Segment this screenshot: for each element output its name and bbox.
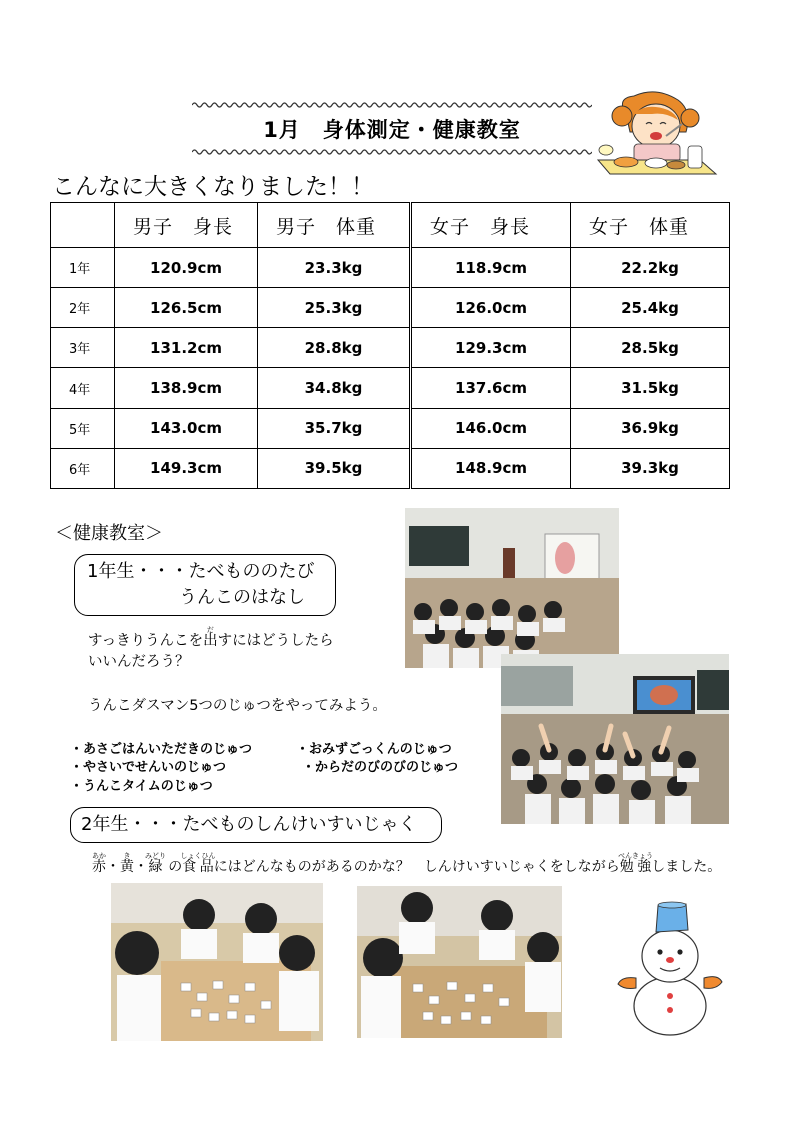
grade2-topic-text: 2年生・・・たべものしんけいすいじゃく [81, 814, 417, 835]
classroom-lesson-photo [405, 508, 619, 668]
grade1-topic-line1: 1年生・・・たべもののたび [87, 561, 315, 582]
girl-weight-cell: 31.5kg [571, 368, 730, 408]
grade-cell: 2年 [51, 288, 115, 328]
table-row [51, 248, 730, 288]
header-cell-girl-weight: 女子 体重 [571, 203, 730, 248]
table-row [51, 328, 730, 368]
girl-height-cell: 118.9cm [411, 248, 571, 288]
ruby-aka: 赤あか [92, 852, 106, 875]
grade-cell: 1年 [51, 248, 115, 288]
grade2-description: 赤あか・黄き・緑みどり の食品しょくひんにはどんなものがあるのかな？ しんけいすいじゃくをしながら勉強べんきょうしました。 [92, 852, 722, 875]
card-game-photo-1 [111, 883, 323, 1041]
girl-eating-lunch-illustration [596, 88, 720, 186]
grade-cell: 5年 [51, 408, 115, 448]
boy-height-cell: 131.2cm [115, 328, 258, 368]
boy-height-cell: 120.9cm [115, 248, 258, 288]
skill-list-item: ・うんこタイムのじゅつ [70, 779, 213, 794]
boy-weight-cell: 23.3kg [258, 248, 411, 288]
boy-height-cell: 126.5cm [115, 288, 258, 328]
table-row [51, 368, 730, 408]
boy-weight-cell: 34.8kg [258, 368, 411, 408]
girl-height-cell: 146.0cm [411, 408, 571, 448]
students-raising-hands-photo [501, 654, 729, 824]
girl-weight-cell: 25.4kg [571, 288, 730, 328]
grade1-question [88, 626, 334, 673]
boy-height-cell: 143.0cm [115, 408, 258, 448]
body-measurement-table [50, 202, 730, 489]
table-header-row [51, 203, 730, 248]
girl-weight-cell: 36.9kg [571, 408, 730, 448]
skill-list-item: ・やさいでせんいのじゅつ [70, 760, 227, 775]
title-top-wave-line [192, 101, 592, 109]
ruby-dasu: 出だ [203, 626, 218, 649]
grade1-topic-bubble [74, 554, 336, 616]
boy-height-cell: 138.9cm [115, 368, 258, 408]
grade-cell: 4年 [51, 368, 115, 408]
grade1-question-line2: いいんだろう？ [88, 654, 190, 670]
girl-height-cell: 129.3cm [411, 328, 571, 368]
grade-cell: 3年 [51, 328, 115, 368]
girl-height-cell: 137.6cm [411, 368, 571, 408]
snowman-illustration [608, 898, 732, 1036]
ruby-ki: 黄き [120, 852, 134, 875]
girl-weight-cell: 22.2kg [571, 248, 730, 288]
girl-height-cell: 126.0cm [411, 288, 571, 328]
grade1-question-line1: すっきりうんこを出だすにはどうしたら [88, 626, 334, 649]
table-caption: こんなに大きくなりました！！ [52, 174, 374, 200]
table-row [51, 408, 730, 448]
grade1-intro: うんこダスマン5つのじゅつをやってみよう。 [88, 698, 387, 714]
header-cell-grade [51, 203, 115, 248]
skill-list-item: ・からだのびのびのじゅつ [302, 760, 459, 775]
page-title: 1月 身体測定・健康教室 [263, 118, 521, 142]
table-row [51, 288, 730, 328]
girl-weight-cell: 28.5kg [571, 328, 730, 368]
girl-height-cell: 148.9cm [411, 448, 571, 488]
section-heading-health-class: ＜健康教室＞ [55, 523, 163, 544]
header-cell-girl-height: 女子 身長 [411, 203, 571, 248]
boy-weight-cell: 35.7kg [258, 408, 411, 448]
header-cell-boy-weight: 男子 体重 [258, 203, 411, 248]
skill-list-item: ・あさごはんいただきのじゅつ [70, 742, 253, 757]
grade-cell: 6年 [51, 448, 115, 488]
boy-height-cell: 149.3cm [115, 448, 258, 488]
skill-list-item: ・おみずごっくんのじゅつ [296, 742, 452, 757]
table-row [51, 448, 730, 488]
girl-weight-cell: 39.3kg [571, 448, 730, 488]
header-cell-boy-height: 男子 身長 [115, 203, 258, 248]
title-bottom-wave-line [192, 148, 592, 156]
boy-weight-cell: 39.5kg [258, 448, 411, 488]
ruby-midori: 緑みどり [145, 852, 166, 875]
ruby-benkyou: 勉強べんきょう [617, 852, 653, 875]
boy-weight-cell: 28.8kg [258, 328, 411, 368]
boy-weight-cell: 25.3kg [258, 288, 411, 328]
ruby-shokuhin: 食品しょくひん [180, 852, 216, 875]
grade1-topic-line2: うんこのはなし [179, 587, 305, 608]
card-game-photo-2 [357, 886, 562, 1038]
grade2-topic-bubble [70, 807, 442, 843]
